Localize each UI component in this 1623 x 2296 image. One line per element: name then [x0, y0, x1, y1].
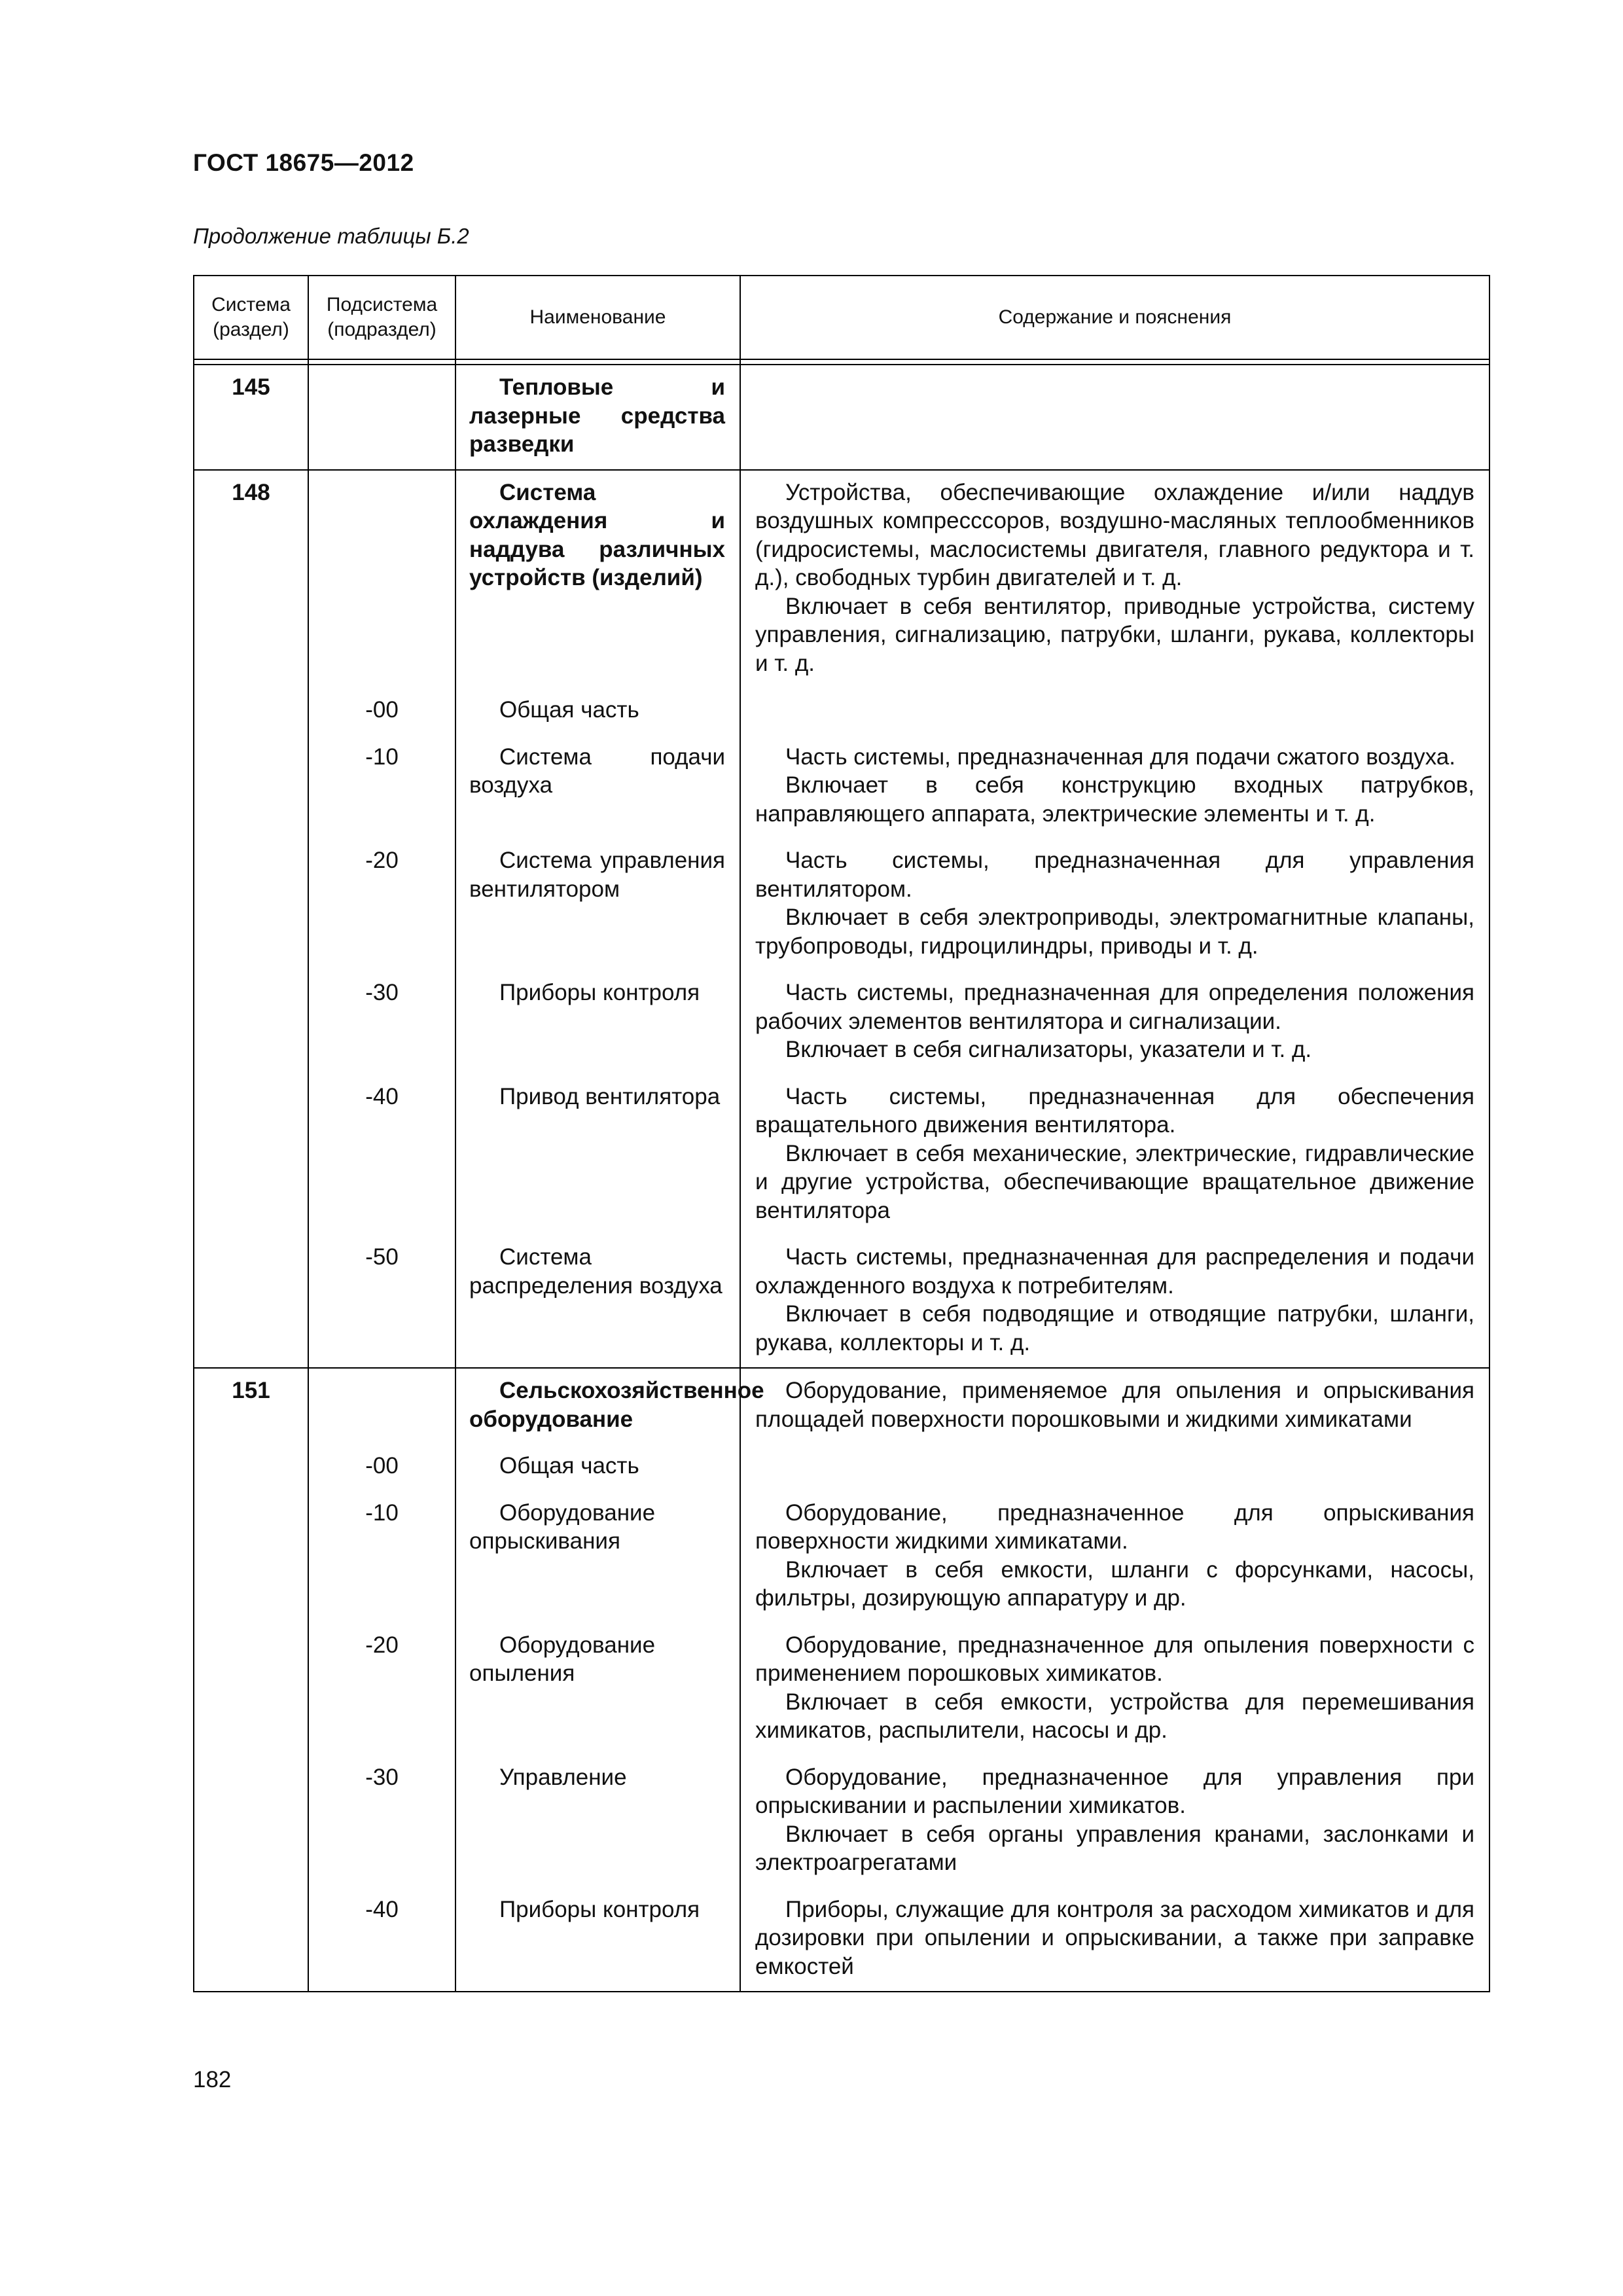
column-header-subsystem — [308, 276, 455, 359]
content-paragraph: Часть системы, предназначенная для определения положения рабочих элементов вентилятора и сигнализации. — [755, 980, 1474, 1034]
content-paragraph: Включает в себя емкости, шланги с форсунками, насосы, фильтры, дозирующую аппаратуру и др. — [755, 1556, 1474, 1611]
header-line: Система — [211, 294, 291, 315]
document-title: ГОСТ 18675—2012 — [193, 149, 414, 176]
classification-table — [193, 275, 1490, 1992]
system-code-cell — [194, 1491, 308, 1623]
content-cell — [740, 735, 1489, 839]
table-row — [194, 1755, 1489, 1888]
item-name: Тепловые и лазерные средства разведки — [469, 374, 725, 457]
item-name: Система подачи воздуха — [469, 744, 725, 798]
name-cell — [455, 1491, 740, 1623]
content-cell — [740, 688, 1489, 735]
table-row — [194, 470, 1489, 689]
name-cell — [455, 1444, 740, 1491]
content-paragraph: Оборудование, применяемое для опыления и опрыскивания площадей поверхности порошковыми и жидкими химикатами — [755, 1378, 1474, 1432]
subsystem-code-cell: -00 — [308, 1444, 455, 1491]
content-paragraph: Включает в себя сигнализаторы, указатели и т. д. — [785, 1037, 1312, 1062]
subsystem-code-cell: -30 — [308, 1755, 455, 1888]
column-header-name — [455, 276, 740, 359]
table-caption: Продолжение таблицы Б.2 — [193, 224, 469, 248]
subsystem-code-cell: -10 — [308, 1491, 455, 1623]
item-name: Оборудование опыления — [469, 1632, 656, 1686]
subsystem-code-cell: -30 — [308, 971, 455, 1075]
header-line: (раздел) — [213, 319, 289, 340]
name-cell — [455, 1888, 740, 1992]
content-cell — [740, 365, 1489, 470]
table-body — [194, 359, 1489, 1992]
subsystem-code-cell: -10 — [308, 735, 455, 839]
system-code-cell — [194, 1755, 308, 1888]
subsystem-code-cell: -20 — [308, 838, 455, 971]
content-paragraph: Включает в себя емкости, устройства для перемешивания химикатов, распылители, насосы и др. — [755, 1689, 1474, 1743]
name-cell — [455, 1755, 740, 1888]
subsystem-code-cell: -50 — [308, 1235, 455, 1368]
table-row — [194, 1235, 1489, 1368]
item-name: Сельскохозяйственное оборудование — [469, 1378, 764, 1432]
system-code-cell — [194, 1075, 308, 1236]
system-code-cell — [194, 735, 308, 839]
item-name: Общая часть — [499, 1453, 639, 1479]
page-number: 182 — [193, 2067, 232, 2092]
system-code-cell: 151 — [194, 1368, 308, 1444]
content-cell — [740, 1075, 1489, 1236]
content-cell — [740, 1491, 1489, 1623]
content-cell — [740, 1444, 1489, 1491]
content-paragraph: Часть системы, предназначенная для обеспечения вращательного движения вентилятора. — [755, 1083, 1474, 1138]
subsystem-code-cell — [308, 470, 455, 689]
header-line: Наименование — [529, 306, 666, 328]
content-cell — [740, 838, 1489, 971]
table-row — [194, 1444, 1489, 1491]
content-cell — [740, 1623, 1489, 1755]
content-paragraph: Оборудование, предназначенное для опыления поверхности с применением порошковых химикатов. — [755, 1632, 1474, 1686]
name-cell — [455, 365, 740, 470]
header-separator — [194, 359, 1489, 365]
item-name: Приборы контроля — [499, 1896, 700, 1922]
system-code-cell: 145 — [194, 365, 308, 470]
table-row — [194, 838, 1489, 971]
content-paragraph: Часть системы, предназначенная для распределения и подачи охлажденного воздуха к потребителям. — [755, 1244, 1474, 1299]
subsystem-code-cell — [308, 365, 455, 470]
system-code-cell — [194, 688, 308, 735]
subsystem-code-cell: -20 — [308, 1623, 455, 1755]
header-line: (подраздел) — [327, 319, 437, 340]
name-cell — [455, 1235, 740, 1368]
content-paragraph: Включает в себя конструкцию входных патрубков, направляющего аппарата, электрические элементы и т. д. — [755, 772, 1474, 827]
content-cell — [740, 1235, 1489, 1368]
name-cell — [455, 1075, 740, 1236]
header-line: Содержание и пояснения — [998, 306, 1232, 328]
content-paragraph: Часть системы, предназначенная для управления вентилятором. — [755, 848, 1474, 902]
system-code-cell — [194, 1444, 308, 1491]
system-code-cell: 148 — [194, 470, 308, 689]
system-code-cell — [194, 838, 308, 971]
item-name: Система охлаждения и наддува различных устройств (изделий) — [469, 479, 725, 590]
header-line: Подсистема — [326, 294, 438, 315]
name-cell — [455, 838, 740, 971]
column-header-system — [194, 276, 308, 359]
name-cell — [455, 971, 740, 1075]
table-header — [194, 276, 1489, 359]
content-paragraph: Включает в себя вентилятор, приводные устройства, систему управления, сигнализацию, патрубки, шланги, рукава, коллекторы и т. д. — [755, 593, 1474, 676]
item-name: Общая часть — [499, 697, 639, 723]
content-paragraph: Устройства, обеспечивающие охлаждение и/или наддув воздушных компресссоров, воздушно-масляных теплообменников (гидросистемы, маслосистемы двигателя, главного редуктора и т. д.), свободных турбин двигателей и т. д. — [755, 479, 1474, 590]
column-header-content — [740, 276, 1489, 359]
item-name: Система управления вентилятором — [469, 848, 725, 902]
content-paragraph: Включает в себя механические, электрические, гидравлические и другие устройства, обеспечивающие вращательное движение вентилятора — [755, 1140, 1474, 1223]
name-cell — [455, 470, 740, 689]
content-cell — [740, 1888, 1489, 1992]
name-cell — [455, 1623, 740, 1755]
content-cell — [740, 971, 1489, 1075]
item-name: Оборудование опрыскивания — [469, 1499, 656, 1554]
content-paragraph: Приборы, служащие для контроля за расходом химикатов и для дозировки при опылении и опрыскивании, а также при заправке емкостей — [755, 1896, 1474, 1979]
item-name: Система распределения воздуха — [469, 1244, 722, 1299]
system-code-cell — [194, 1888, 308, 1992]
table-row — [194, 1368, 1489, 1444]
content-paragraph: Включает в себя подводящие и отводящие патрубки, шланги, рукава, коллекторы и т. д. — [755, 1301, 1474, 1355]
content-cell — [740, 1368, 1489, 1444]
item-name: Управление — [499, 1764, 627, 1790]
table-row — [194, 1888, 1489, 1992]
subsystem-code-cell: -00 — [308, 688, 455, 735]
table-row — [194, 971, 1489, 1075]
item-name: Приборы контроля — [499, 980, 700, 1005]
content-cell — [740, 470, 1489, 689]
table-row — [194, 365, 1489, 470]
content-paragraph: Оборудование, предназначенное для опрыскивания поверхности жидкими химикатами. — [755, 1499, 1474, 1554]
table-row — [194, 688, 1489, 735]
system-code-cell — [194, 1235, 308, 1368]
name-cell — [455, 688, 740, 735]
table-row — [194, 735, 1489, 839]
content-paragraph: Включает в себя электроприводы, электромагнитные клапаны, трубопроводы, гидроцилиндры, приводы и т. д. — [755, 905, 1474, 959]
subsystem-code-cell — [308, 1368, 455, 1444]
table-row — [194, 1075, 1489, 1236]
subsystem-code-cell: -40 — [308, 1888, 455, 1992]
content-paragraph: Оборудование, предназначенное для управления при опрыскивании и распылении химикатов. — [755, 1764, 1474, 1818]
item-name: Привод вентилятора — [499, 1083, 721, 1109]
system-code-cell — [194, 1623, 308, 1755]
table-row — [194, 1623, 1489, 1755]
name-cell — [455, 735, 740, 839]
table-row — [194, 1491, 1489, 1623]
content-cell — [740, 1755, 1489, 1888]
system-code-cell — [194, 971, 308, 1075]
name-cell — [455, 1368, 764, 1444]
subsystem-code-cell: -40 — [308, 1075, 455, 1236]
content-paragraph: Часть системы, предназначенная для подачи сжатого воздуха. — [785, 744, 1455, 770]
content-paragraph: Включает в себя органы управления кранами, заслонками и электроагрегатами — [755, 1821, 1474, 1875]
